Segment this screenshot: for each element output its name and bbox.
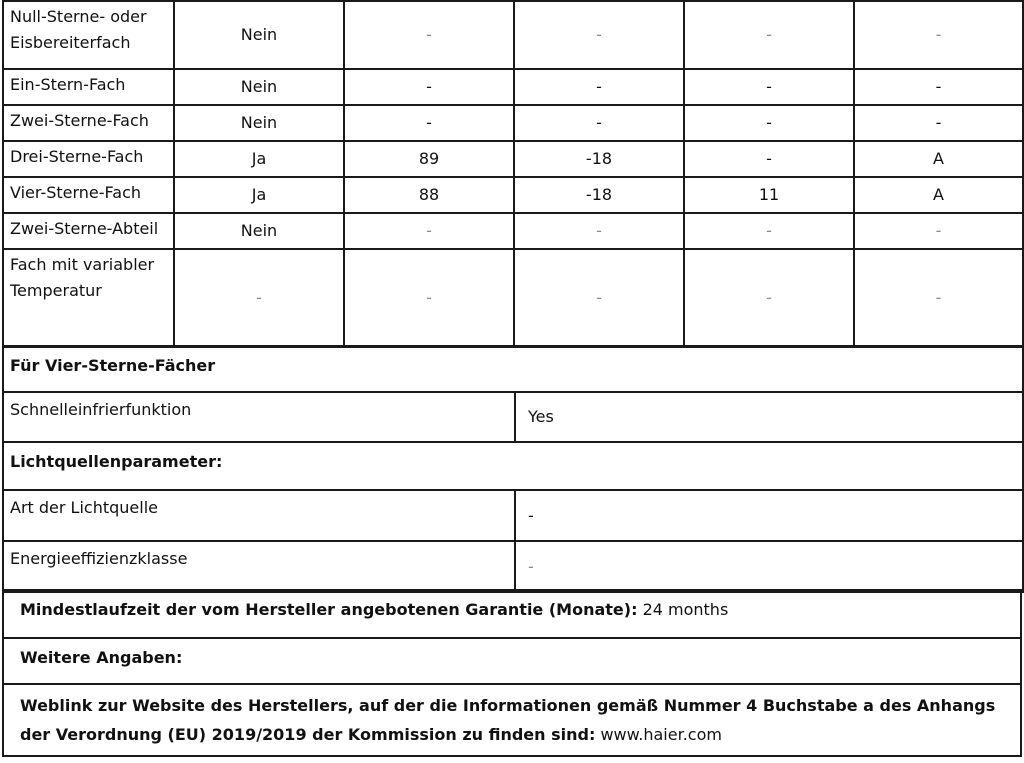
compartment-cell-c1: - (344, 1, 514, 69)
compartment-cell-c2: -18 (514, 141, 684, 177)
compartment-cell-c3: - (684, 69, 854, 105)
light-class-label: Energieeffizienzklasse (3, 541, 515, 592)
compartment-cell-c4: - (854, 249, 1023, 347)
compartment-cell-c2: - (514, 69, 684, 105)
four-star-section (2, 345, 1024, 443)
compartment-label: Null-Sterne- oder Eisbereiterfach (3, 1, 174, 69)
further-info-row (3, 638, 1021, 684)
compartment-cell-c2: - (514, 213, 684, 249)
compartment-cell-c4: - (854, 1, 1023, 69)
compartment-row (3, 177, 1023, 213)
compartment-cell-c1: 89 (344, 141, 514, 177)
weblink-url[interactable]: www.haier.com (600, 725, 722, 744)
light-type-label: Art der Lichtquelle (3, 490, 515, 541)
compartment-cell-c1: - (344, 69, 514, 105)
light-heading: Lichtquellenparameter: (3, 442, 1023, 490)
compartment-cell-c3: - (684, 249, 854, 347)
weblink-label: Weblink zur Website des Herstellers, auf der die Informationen gemäß Nummer 4 Buchstabe a des Anhangs der Verordnung (EU) 2019/2019 der Kommission zu finden sind: (20, 696, 996, 744)
compartment-cell-c4: - (854, 105, 1023, 141)
footer-section (2, 589, 1022, 757)
compartment-cell-c2: - (514, 1, 684, 69)
compartment-label: Fach mit variabler Temperatur (3, 249, 174, 347)
compartment-label: Zwei-Sterne-Fach (3, 105, 174, 141)
compartment-row (3, 249, 1023, 347)
fast-freeze-label: Schnelleinfrierfunktion (3, 392, 515, 442)
compartment-label: Drei-Sterne-Fach (3, 141, 174, 177)
further-info-label: Weitere Angaben: (20, 648, 183, 667)
compartment-cell-present: Nein (174, 69, 344, 105)
compartment-cell-present: Nein (174, 213, 344, 249)
warranty-label: Mindestlaufzeit der vom Hersteller angebotenen Garantie (Monate): (20, 600, 638, 619)
compartment-cell-c4: - (854, 69, 1023, 105)
compartment-cell-present: Nein (174, 105, 344, 141)
compartment-cell-c3: 11 (684, 177, 854, 213)
light-class-value: - (515, 541, 1023, 592)
compartment-cell-c1: - (344, 213, 514, 249)
fast-freeze-value: Yes (515, 392, 1023, 442)
compartment-cell-c1: - (344, 105, 514, 141)
compartment-cell-c1: 88 (344, 177, 514, 213)
compartment-label: Ein-Stern-Fach (3, 69, 174, 105)
compartment-row (3, 213, 1023, 249)
compartment-cell-c3: - (684, 141, 854, 177)
compartment-cell-present: Nein (174, 1, 344, 69)
compartment-cell-c4: - (854, 213, 1023, 249)
compartment-cell-present: - (174, 249, 344, 347)
compartment-cell-present: Ja (174, 177, 344, 213)
compartment-cell-c4: A (854, 177, 1023, 213)
light-source-section (2, 441, 1024, 593)
compartment-row (3, 105, 1023, 141)
compartment-cell-c2: - (514, 105, 684, 141)
compartment-cell-c3: - (684, 1, 854, 69)
weblink-row (3, 684, 1021, 756)
four-star-heading: Für Vier-Sterne-Fächer (3, 346, 1023, 392)
compartment-row (3, 141, 1023, 177)
compartment-cell-c2: -18 (514, 177, 684, 213)
light-type-value: - (515, 490, 1023, 541)
compartment-cell-present: Ja (174, 141, 344, 177)
compartment-table (2, 0, 1024, 348)
compartment-row (3, 69, 1023, 105)
compartment-cell-c3: - (684, 213, 854, 249)
warranty-value: 24 months (642, 600, 729, 619)
compartment-cell-c2: - (514, 249, 684, 347)
compartment-label: Zwei-Sterne-Abteil (3, 213, 174, 249)
warranty-row (3, 590, 1021, 638)
compartment-cell-c4: A (854, 141, 1023, 177)
compartment-row (3, 1, 1023, 69)
compartment-label: Vier-Sterne-Fach (3, 177, 174, 213)
compartment-cell-c1: - (344, 249, 514, 347)
compartment-cell-c3: - (684, 105, 854, 141)
